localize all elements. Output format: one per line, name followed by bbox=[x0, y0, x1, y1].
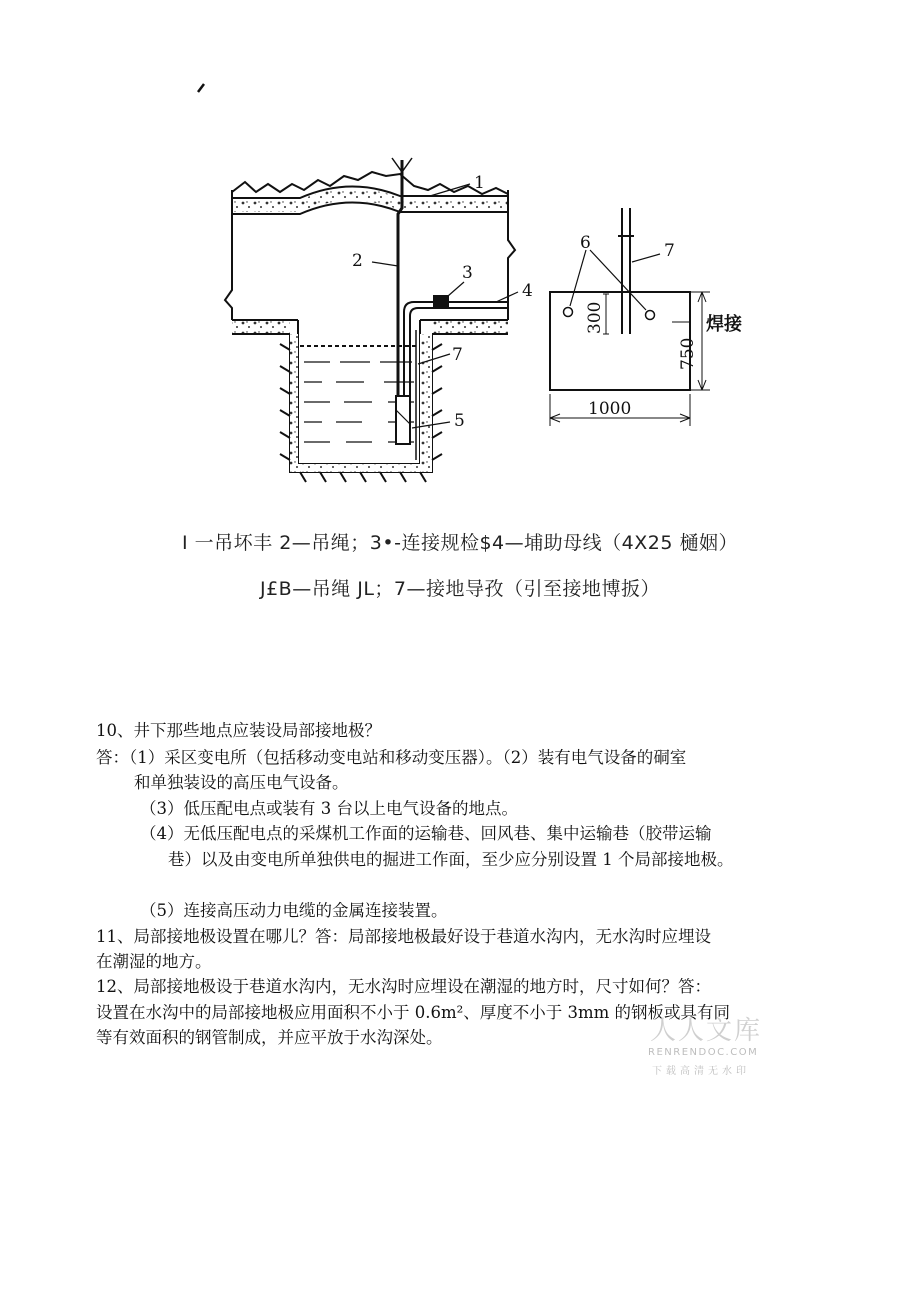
cross-section-drawing bbox=[225, 158, 518, 482]
question-11: 11、局部接地极设置在哪儿？答：局部接地极最好设于巷道水沟内，无水沟时应埋设 bbox=[96, 927, 711, 946]
callout-2: 2 bbox=[352, 251, 363, 271]
callout-1: 1 bbox=[474, 173, 485, 193]
stray-mark bbox=[198, 84, 204, 92]
watermark-subtitle: 下载高清无水印 bbox=[652, 1066, 750, 1077]
weld-label: 焊接 bbox=[706, 314, 742, 335]
callout-6: 6 bbox=[580, 233, 591, 253]
callout-3: 3 bbox=[462, 263, 473, 283]
dimension-750: 750 bbox=[678, 337, 698, 370]
watermark-url: RENRENDOC.COM bbox=[648, 1047, 759, 1058]
dimension-300: 300 bbox=[585, 301, 605, 334]
watermark-logo: 人人文库 bbox=[650, 1016, 763, 1046]
grounding-electrode-figure bbox=[0, 0, 920, 520]
figure-caption-line-2: J£B—吊绳 JL；7—接地导孜（引至接地博扳） bbox=[259, 578, 661, 600]
answer-11: 在潮湿的地方。 bbox=[96, 952, 212, 971]
dimension-1000: 1000 bbox=[588, 399, 632, 419]
callout-7-left: 7 bbox=[452, 345, 463, 365]
answer-10-line-5: 巷）以及由变电所单独供电的掘进工作面，至少应分别设置 1 个局部接地极。 bbox=[168, 850, 734, 869]
answer-10-line-3: （3）低压配电点或装有 3 台以上电气设备的地点。 bbox=[140, 799, 518, 818]
answer-10-line-6: （5）连接高压动力电缆的金属连接装置。 bbox=[140, 901, 448, 920]
answer-10-line-4: （4）无低压配电点的采煤机工作面的运输巷、回风巷、集中运输巷（胶带运输 bbox=[140, 824, 712, 843]
callout-5: 5 bbox=[454, 411, 465, 431]
answer-10-line-1: 答：（1）采区变电所（包括移动变电站和移动变压器）。（2）装有电气设备的硐室 bbox=[96, 748, 687, 767]
answer-12-line-2: 等有效面积的钢管制成，并应平放于水沟深处。 bbox=[96, 1028, 443, 1047]
question-10: 10、井下那些地点应装设局部接地极？ bbox=[96, 721, 381, 740]
plate-detail-drawing bbox=[550, 208, 710, 426]
question-12: 12、局部接地极设于巷道水沟内，无水沟时应埋设在潮湿的地方时，尺寸如何？答： bbox=[96, 977, 711, 996]
answer-12-line-1: 设置在水沟中的局部接地极应用面积不小于 0.6m²、厚度不小于 3mm 的钢板或具有同 bbox=[96, 1003, 731, 1022]
answer-10-line-2: 和单独装设的高压电气设备。 bbox=[134, 773, 349, 792]
callout-4: 4 bbox=[522, 281, 533, 301]
callout-7-right: 7 bbox=[664, 241, 675, 261]
figure-caption-line-1: I 一吊坏丰 2—吊绳；3•-连接规检$4—埔助母线（4X25 樋姻） bbox=[182, 532, 738, 554]
